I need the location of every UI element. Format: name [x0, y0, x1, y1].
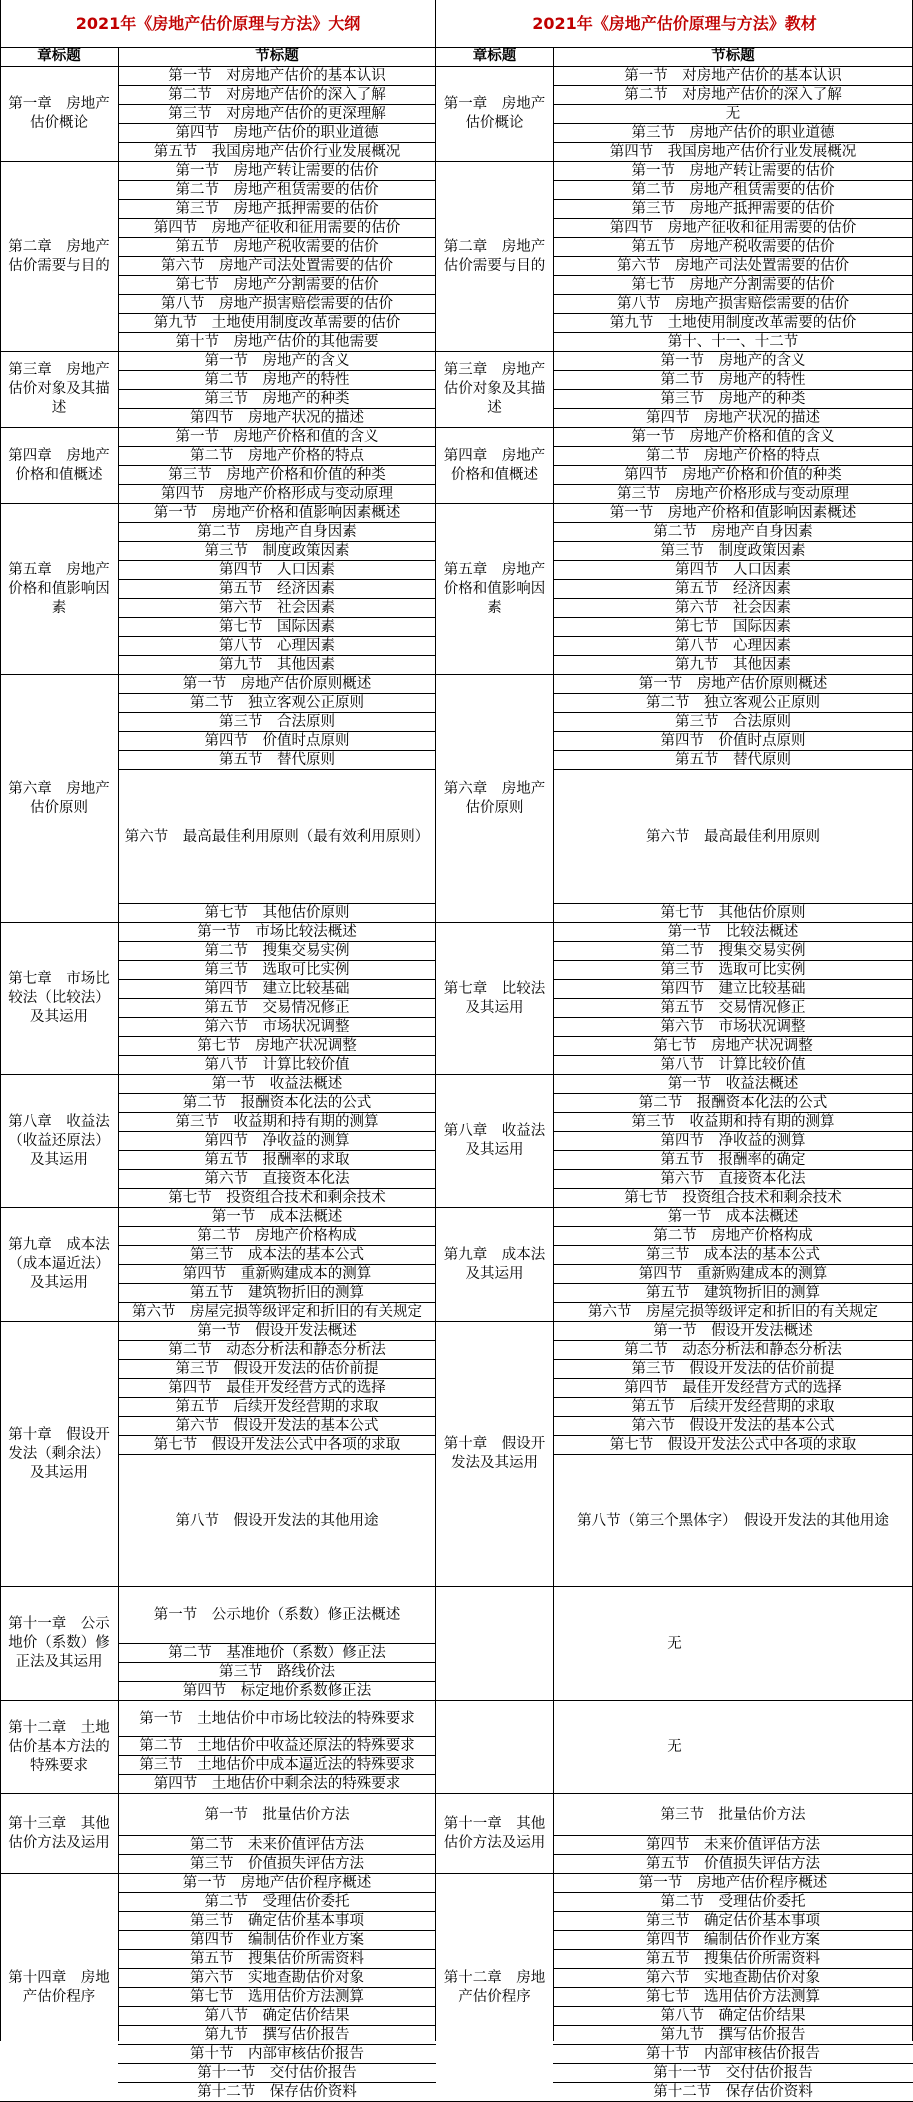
section-cell: 第四节 房地产状况的描述: [118, 409, 436, 428]
section-cell: 第五节 搜集估价所需资料: [553, 1950, 913, 1969]
title-left: 2021年《房地产估价原理与方法》大纲: [75, 14, 361, 33]
section-cell: 第二节 搜集交易实例: [118, 942, 436, 961]
section-cell: 第五节 我国房地产估价行业发展概况: [118, 143, 436, 162]
section-cell: 第七节 房地产状况调整: [553, 1037, 913, 1056]
section-cell: 第一节 房地产估价程序概述: [553, 1874, 913, 1893]
section-cell: 第二节 动态分析法和静态分析法: [553, 1341, 913, 1360]
section-cell: 第三节 选取可比实例: [118, 961, 436, 980]
chapter-cell-left: [0, 1208, 118, 1322]
section-cell: 第十二节 保存估价资料: [553, 2083, 913, 2102]
section-cell: 第九节 其他因素: [118, 656, 436, 675]
section-cell: 第六节 社会因素: [118, 599, 436, 618]
section-cell: 第三节 路线价法: [118, 1663, 436, 1682]
section-cell: 第十节 房地产估价的其他需要: [118, 333, 436, 352]
section-cell: 第四节 房地产价格和价值的种类: [553, 466, 913, 485]
chapter-cell-left: [0, 67, 118, 162]
section-cell: 第三节 假设开发法的估价前提: [118, 1360, 436, 1379]
section-cell: 第三节 房地产的种类: [553, 390, 913, 409]
section-cell: 第四节 房地产征收和征用需要的估价: [553, 219, 913, 238]
section-cell: 第二节 对房地产估价的深入了解: [553, 86, 913, 105]
section-cell: 第八节 心理因素: [553, 637, 913, 656]
section-cell: 第二节 受理估价委托: [118, 1893, 436, 1912]
section-cell: 第五节 搜集估价所需资料: [118, 1950, 436, 1969]
section-cell: 第三节 成本法的基本公式: [118, 1246, 436, 1265]
chapter-cell-left: [0, 1075, 118, 1208]
section-cell: 第三节 价值损失评估方法: [118, 1855, 436, 1874]
section-cell: 第七节 房地产分割需要的估价: [553, 276, 913, 295]
chapter-cell-left: [0, 675, 118, 923]
section-cell: 第四节 价值时点原则: [118, 732, 436, 751]
chapter-cell-right: [436, 1322, 553, 1587]
section-cell: 第一节 市场比较法概述: [118, 923, 436, 942]
chapter-title: 第十章 假设开发法及其运用: [443, 1436, 546, 1471]
chapter-title: 第六章 房地产估价原则: [8, 780, 110, 816]
section-cell: 第六节 假设开发法的基本公式: [118, 1417, 436, 1436]
grid-line-center: [435, 0, 436, 2041]
chapter-title: 第三章 房地产估价对象及其描述: [443, 362, 546, 416]
section-cell: 第六节 房地产司法处置需要的估价: [553, 257, 913, 276]
section-cell: 第八节 计算比较价值: [553, 1056, 913, 1075]
chapter-title: 第九章 成本法及其运用: [443, 1246, 546, 1282]
section-cell: 第三节 土地估价中成本逼近法的特殊要求: [118, 1756, 436, 1775]
section-cell: 第七节 投资组合技术和剩余技术: [553, 1189, 913, 1208]
section-cell: 第七节 房地产状况调整: [118, 1037, 436, 1056]
chapter-title: 第五章 房地产价格和值影响因素: [8, 561, 110, 616]
section-cell: 第三节 假设开发法的估价前提: [553, 1360, 913, 1379]
section-cell: 第八节 房地产损害赔偿需要的估价: [118, 295, 436, 314]
chapter-cell-right: [436, 352, 553, 428]
chapter-title: 第一章 房地产估价概论: [8, 96, 110, 131]
section-cell: 第三节 房地产价格形成与变动原理: [553, 485, 913, 504]
chapter-cell-left: [0, 1701, 118, 1794]
section-cell: 第一节 房地产价格和值的含义: [118, 428, 436, 447]
section-cell: 第五节 房地产税收需要的估价: [553, 238, 913, 257]
chapter-title: 第十二章 房地产估价程序: [443, 1969, 546, 2005]
section-cell: 第二节 报酬资本化法的公式: [553, 1094, 913, 1113]
section-cell: 第三节 房地产的种类: [118, 390, 436, 409]
section-cell: 第五节 报酬率的确定: [553, 1151, 913, 1170]
section-cell: 第二节 房地产的特性: [118, 371, 436, 390]
section-cell: 第七节 其他估价原则: [118, 904, 436, 923]
chapter-title: 第五章 房地产价格和值影响因素: [443, 561, 546, 616]
section-cell: 第七节 国际因素: [118, 618, 436, 637]
chapter-cell-right: [436, 1208, 553, 1322]
section-cell: 第二节 独立客观公正原则: [118, 694, 436, 713]
section-cell: 第七节 其他估价原则: [553, 904, 913, 923]
section-cell: 第一节 房地产价格和值影响因素概述: [118, 504, 436, 523]
section-cell: 第三节 成本法的基本公式: [553, 1246, 913, 1265]
section-cell: 第七节 国际因素: [553, 618, 913, 637]
section-cell: 第六节 直接资本化法: [553, 1170, 913, 1189]
section-cell: 第三节 房地产价格和价值的种类: [118, 466, 436, 485]
chapter-title: 第十一章 其他估价方法及运用: [443, 1815, 546, 1851]
section-cell: 第五节 后续开发经营期的求取: [118, 1398, 436, 1417]
chapter-cell-left: [0, 428, 118, 504]
section-cell: 第五节 经济因素: [118, 580, 436, 599]
section-cell: 第四节 最佳开发经营方式的选择: [118, 1379, 436, 1398]
section-cell: 第一节 房地产估价原则概述: [553, 675, 913, 694]
section-cell: 第四节 我国房地产估价行业发展概况: [553, 143, 913, 162]
section-cell: 第六节 市场状况调整: [553, 1018, 913, 1037]
section-cell: 第九节 土地使用制度改革需要的估价: [553, 314, 913, 333]
section-cell: 第五节 建筑物折旧的测算: [553, 1284, 913, 1303]
section-cell: 第六节 假设开发法的基本公式: [553, 1417, 913, 1436]
section-cell: 第六节 房屋完损等级评定和折旧的有关规定: [553, 1303, 913, 1322]
section-cell: 第六节 市场状况调整: [118, 1018, 436, 1037]
chapter-cell-left: [0, 1874, 118, 2102]
section-cell: 第五节 报酬率的求取: [118, 1151, 436, 1170]
section-cell: 第八节 确定估价结果: [118, 2007, 436, 2026]
section-cell: 第七节 假设开发法公式中各项的求取: [553, 1436, 913, 1455]
section-cell: 第二节 报酬资本化法的公式: [118, 1094, 436, 1113]
section-cell: 第十节 内部审核估价报告: [118, 2045, 436, 2064]
section-cell: 第十节 内部审核估价报告: [553, 2045, 913, 2064]
section-cell: 第三节 制度政策因素: [553, 542, 913, 561]
section-cell: 第二节 土地估价中收益还原法的特殊要求: [118, 1737, 436, 1756]
section-cell: 第九节 土地使用制度改革需要的估价: [118, 314, 436, 333]
chapter-cell-right: [436, 428, 553, 504]
section-cell: 第四节 重新购建成本的测算: [553, 1265, 913, 1284]
section-cell: 第六节 房地产司法处置需要的估价: [118, 257, 436, 276]
chapter-title: 第四章 房地产价格和值概述: [8, 447, 110, 483]
chapter-title: 第四章 房地产价格和值概述: [443, 447, 546, 483]
section-cell: 第八节 假设开发法的其他用途: [118, 1455, 436, 1587]
section-cell: 第一节 对房地产估价的基本认识: [553, 67, 913, 86]
section-cell: 第三节 选取可比实例: [553, 961, 913, 980]
section-cell: 第四节 房地产征收和征用需要的估价: [118, 219, 436, 238]
title-right: 2021年《房地产估价原理与方法》教材: [532, 14, 817, 33]
section-cell: 第七节 选用估价方法测算: [118, 1988, 436, 2007]
section-cell: 第四节 标定地价系数修正法: [118, 1682, 436, 1701]
section-cell: 第一节 房地产转让需要的估价: [553, 162, 913, 181]
chapter-title: 第十四章 房地产估价程序: [8, 1969, 110, 2005]
chapter-title: 第一章 房地产估价概论: [443, 96, 546, 131]
chapter-cell-left: [0, 1794, 118, 1874]
chapter-cell-left: [0, 1587, 118, 1701]
section-cell: 第十二节 保存估价资料: [118, 2083, 436, 2102]
section-cell: 第二节 房地产租赁需要的估价: [118, 181, 436, 200]
chapter-title: 第八章 收益法及其运用: [443, 1123, 546, 1158]
section-cell: 第九节 撰写估价报告: [553, 2026, 913, 2045]
chapter-title: 第八章 收益法（收益还原法）及其运用: [8, 1113, 110, 1168]
section-cell: 第四节 编制估价作业方案: [553, 1931, 913, 1950]
section-cell: 第一节 收益法概述: [118, 1075, 436, 1094]
section-cell: 第八节 心理因素: [118, 637, 436, 656]
section-cell: 第六节 实地查勘估价对象: [118, 1969, 436, 1988]
chapter-cell-right: [436, 1794, 553, 1874]
section-cell: 第四节 人口因素: [118, 561, 436, 580]
section-cell: 第七节 房地产分割需要的估价: [118, 276, 436, 295]
section-cell: 第五节 价值损失评估方法: [553, 1855, 913, 1874]
section-cell: 第一节 房地产价格和值的含义: [553, 428, 913, 447]
section-cell: 第三节 收益期和持有期的测算: [553, 1113, 913, 1132]
chapter-title: 第十二章 土地估价基本方法的特殊要求: [8, 1719, 110, 1774]
section-cell: 第二节 房地产自身因素: [118, 523, 436, 542]
section-cell: 第四节 房地产估价的职业道德: [118, 124, 436, 143]
section-cell: 第四节 土地估价中剩余法的特殊要求: [118, 1775, 436, 1794]
section-cell: 第五节 建筑物折旧的测算: [118, 1284, 436, 1303]
chapter-cell-left: [0, 352, 118, 428]
chapter-cell-right: [436, 675, 553, 923]
col-header-section-right: 节标题: [553, 47, 913, 67]
chapter-title: 第二章 房地产估价需要与目的: [8, 238, 110, 274]
section-cell: 第三节 制度政策因素: [118, 542, 436, 561]
section-cell: 第十一节 交付估价报告: [553, 2064, 913, 2083]
chapter-cell-left: [0, 923, 118, 1075]
section-cell: 第二节 独立客观公正原则: [553, 694, 913, 713]
chapter-title: 第九章 成本法（成本逼近法）及其运用: [8, 1237, 110, 1291]
grid-line-left-edge: [0, 0, 1, 2041]
section-cell: 第一节 假设开发法概述: [118, 1322, 436, 1341]
chapter-title: 第十章 假设开发法（剩余法）及其运用: [8, 1426, 110, 1481]
section-cell: 第四节 建立比较基础: [118, 980, 436, 999]
section-cell: 第八节 计算比较价值: [118, 1056, 436, 1075]
section-cell: 第四节 净收益的测算: [553, 1132, 913, 1151]
section-cell: 第七节 假设开发法公式中各项的求取: [118, 1436, 436, 1455]
section-cell: 第三节 批量估价方法: [553, 1794, 913, 1836]
section-cell: 第二节 基准地价（系数）修正法: [118, 1644, 436, 1663]
section-cell: 第二节 房地产的特性: [553, 371, 913, 390]
section-cell: 第一节 土地估价中市场比较法的特殊要求: [118, 1701, 436, 1737]
section-cell: 第一节 房地产估价原则概述: [118, 675, 436, 694]
section-cell: 第二节 房地产价格构成: [553, 1227, 913, 1246]
section-cell: 第一节 房地产估价程序概述: [118, 1874, 436, 1893]
section-cell: 无: [553, 105, 913, 124]
section-cell: 第五节 后续开发经营期的求取: [553, 1398, 913, 1417]
section-cell: 第六节 最高最佳利用原则: [553, 770, 913, 904]
chapter-title: 第十三章 其他估价方法及运用: [8, 1815, 110, 1851]
col-header-chapter-right: 章标题: [436, 47, 553, 67]
chapter-cell-right: [436, 162, 553, 352]
chapter-title: 第三章 房地产估价对象及其描述: [8, 362, 110, 416]
section-cell: 第三节 确定估价基本事项: [118, 1912, 436, 1931]
chapter-cell-right: [436, 67, 553, 162]
section-cell: 第九节 其他因素: [553, 656, 913, 675]
section-cell: 第三节 确定估价基本事项: [553, 1912, 913, 1931]
section-cell: 第五节 房地产税收需要的估价: [118, 238, 436, 257]
section-cell: 第四节 未来价值评估方法: [553, 1836, 913, 1855]
section-cell: 第五节 替代原则: [553, 751, 913, 770]
grid-line-right-divider: [553, 47, 554, 2041]
chapter-cell-left: [0, 1322, 118, 1587]
section-cell: 第六节 房屋完损等级评定和折旧的有关规定: [118, 1303, 436, 1322]
no-content-cell-right: 无: [436, 1701, 913, 1794]
section-cell: 第五节 经济因素: [553, 580, 913, 599]
chapter-title: 第七章 比较法及其运用: [443, 980, 546, 1016]
section-cell: 第一节 对房地产估价的基本认识: [118, 67, 436, 86]
section-cell: 第三节 对房地产估价的更深理解: [118, 105, 436, 124]
chapter-cell-left: [0, 504, 118, 675]
section-cell: 第二节 房地产租赁需要的估价: [553, 181, 913, 200]
section-cell: 第四节 编制估价作业方案: [118, 1931, 436, 1950]
section-cell: 第四节 房地产状况的描述: [553, 409, 913, 428]
section-cell: 第二节 房地产价格构成: [118, 1227, 436, 1246]
section-cell: 第五节 替代原则: [118, 751, 436, 770]
section-cell: 第三节 房地产抵押需要的估价: [553, 200, 913, 219]
col-header-chapter-left: 章标题: [0, 47, 118, 67]
col-header-section-left: 节标题: [118, 47, 436, 67]
section-cell: 第五节 交易情况修正: [553, 999, 913, 1018]
section-cell: 第八节 房地产损害赔偿需要的估价: [553, 295, 913, 314]
section-cell: 第十、十一、十二节: [553, 333, 913, 352]
section-cell: 第一节 成本法概述: [118, 1208, 436, 1227]
section-cell: 第八节（第三个黑体字） 假设开发法的其他用途: [553, 1455, 913, 1587]
section-cell: 第二节 未来价值评估方法: [118, 1836, 436, 1855]
section-cell: 第一节 成本法概述: [553, 1208, 913, 1227]
section-cell: 第四节 重新购建成本的测算: [118, 1265, 436, 1284]
section-cell: 第六节 最高最佳利用原则（最有效利用原则）: [118, 770, 436, 904]
section-cell: 第三节 收益期和持有期的测算: [118, 1113, 436, 1132]
header-rule: [0, 0, 913, 48]
section-cell: 第四节 价值时点原则: [553, 732, 913, 751]
section-cell: 第二节 受理估价委托: [553, 1893, 913, 1912]
section-cell: 第四节 净收益的测算: [118, 1132, 436, 1151]
section-cell: 第三节 房地产抵押需要的估价: [118, 200, 436, 219]
section-cell: 第五节 交易情况修正: [118, 999, 436, 1018]
section-cell: 第一节 房地产的含义: [553, 352, 913, 371]
chapter-title: 第二章 房地产估价需要与目的: [443, 238, 546, 274]
section-cell: 第一节 收益法概述: [553, 1075, 913, 1094]
section-cell: 第十一节 交付估价报告: [118, 2064, 436, 2083]
no-content-cell-right: 无: [436, 1587, 913, 1701]
section-cell: 第四节 最佳开发经营方式的选择: [553, 1379, 913, 1398]
section-cell: 第一节 比较法概述: [553, 923, 913, 942]
section-cell: 第二节 房地产价格的特点: [553, 447, 913, 466]
chapter-cell-right: [436, 1075, 553, 1208]
section-cell: 第三节 合法原则: [118, 713, 436, 732]
chapter-cell-right: [436, 1874, 553, 2102]
chapter-title: 第六章 房地产估价原则: [443, 780, 546, 816]
section-cell: 第七节 投资组合技术和剩余技术: [118, 1189, 436, 1208]
section-cell: 第三节 合法原则: [553, 713, 913, 732]
section-cell: 第六节 直接资本化法: [118, 1170, 436, 1189]
section-cell: 第一节 房地产转让需要的估价: [118, 162, 436, 181]
section-cell: 第一节 公示地价（系数）修正法概述: [118, 1587, 436, 1644]
section-cell: 第六节 社会因素: [553, 599, 913, 618]
chapter-title: 第十一章 公示地价（系数）修正法及其运用: [8, 1616, 110, 1670]
section-cell: 第一节 假设开发法概述: [553, 1322, 913, 1341]
grid-line-left-divider: [118, 47, 119, 2041]
section-cell: 第二节 房地产价格的特点: [118, 447, 436, 466]
section-cell: 第一节 批量估价方法: [118, 1794, 436, 1836]
section-cell: 第二节 搜集交易实例: [553, 942, 913, 961]
section-cell: 第九节 撰写估价报告: [118, 2026, 436, 2045]
section-cell: 第四节 房地产价格形成与变动原理: [118, 485, 436, 504]
section-cell: 第一节 房地产价格和值影响因素概述: [553, 504, 913, 523]
section-cell: 第七节 选用估价方法测算: [553, 1988, 913, 2007]
section-cell: 第二节 房地产自身因素: [553, 523, 913, 542]
section-cell: 第三节 房地产估价的职业道德: [553, 124, 913, 143]
section-cell: 第二节 对房地产估价的深入了解: [118, 86, 436, 105]
section-cell: 第二节 动态分析法和静态分析法: [118, 1341, 436, 1360]
chapter-title: 第七章 市场比较法（比较法）及其运用: [8, 971, 110, 1025]
chapter-cell-right: [436, 504, 553, 675]
section-cell: 第八节 确定估价结果: [553, 2007, 913, 2026]
chapter-cell-left: [0, 162, 118, 352]
chapter-cell-right: [436, 923, 553, 1075]
section-cell: 第四节 建立比较基础: [553, 980, 913, 999]
section-cell: 第一节 房地产的含义: [118, 352, 436, 371]
section-cell: 第六节 实地查勘估价对象: [553, 1969, 913, 1988]
section-cell: 第四节 人口因素: [553, 561, 913, 580]
